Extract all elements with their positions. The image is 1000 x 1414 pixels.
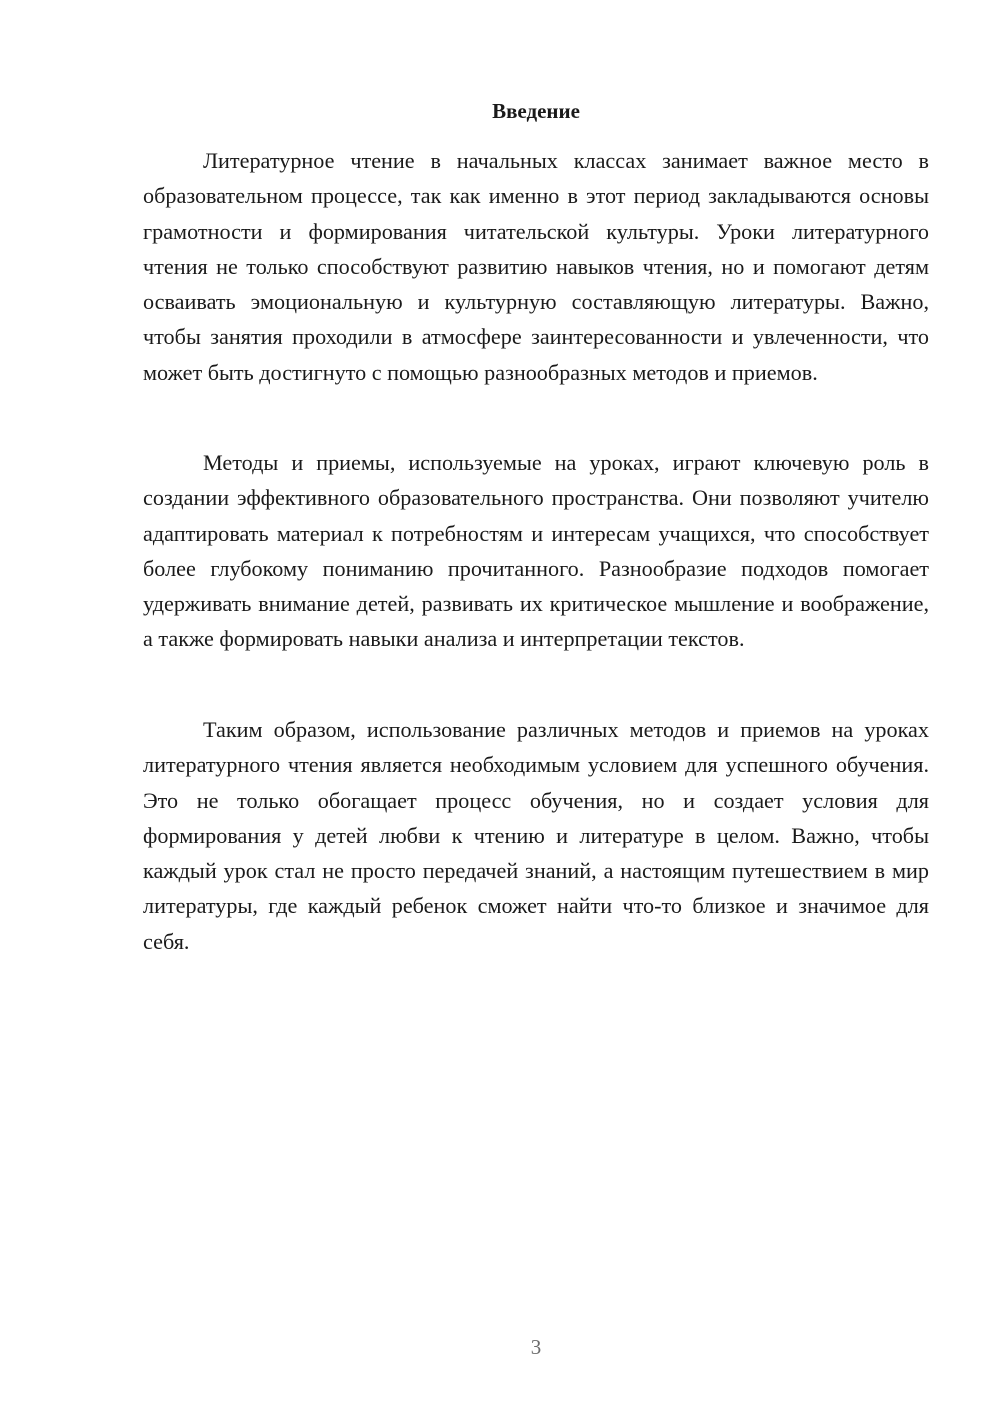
section-title: Введение (492, 99, 580, 123)
paragraph-intro: Литературное чтение в начальных классах занимает важное место в образовательном процессе, так как именно в этот период закладываются основы грамотности и формирования читательской культуры. Уроки литературного чтения не только способствуют развитию навыков чтения, но и помогают детям осваивать эмоциональную и культурную составляющую литературы. Важно, чтобы занятия проходили в атмосфере заинтересованности и увлеченности, что может быть достигнуто с помощью разнообразных методов и приемов. (143, 148, 929, 385)
paragraph-conclusion: Таким образом, использование различных методов и приемов на уроках литературного чтения является необходимым условием для успешного обучения. Это не только обогащает процесс обучения, но и создает условия для формирования у детей любви к чтению и литературе в целом. Важно, чтобы каждый урок стал не просто передачей знаний, а настоящим путешествием в мир литературы, где каждый ребенок сможет найти что-то близкое и значимое для себя. (143, 717, 929, 954)
page-number: 3 (530, 1335, 542, 1359)
paragraph-methods: Методы и приемы, используемые на уроках, играют ключевую роль в создании эффективного образовательного пространства. Они позволяют учителю адаптировать материал к потребностям и интересам учащихся, что способствует более глубокому пониманию прочитанного. Разнообразие подходов помогает удерживать внимание детей, развивать их критическое мышление и воображение, а также формировать навыки анализа и интерпретации текстов. (143, 450, 929, 652)
